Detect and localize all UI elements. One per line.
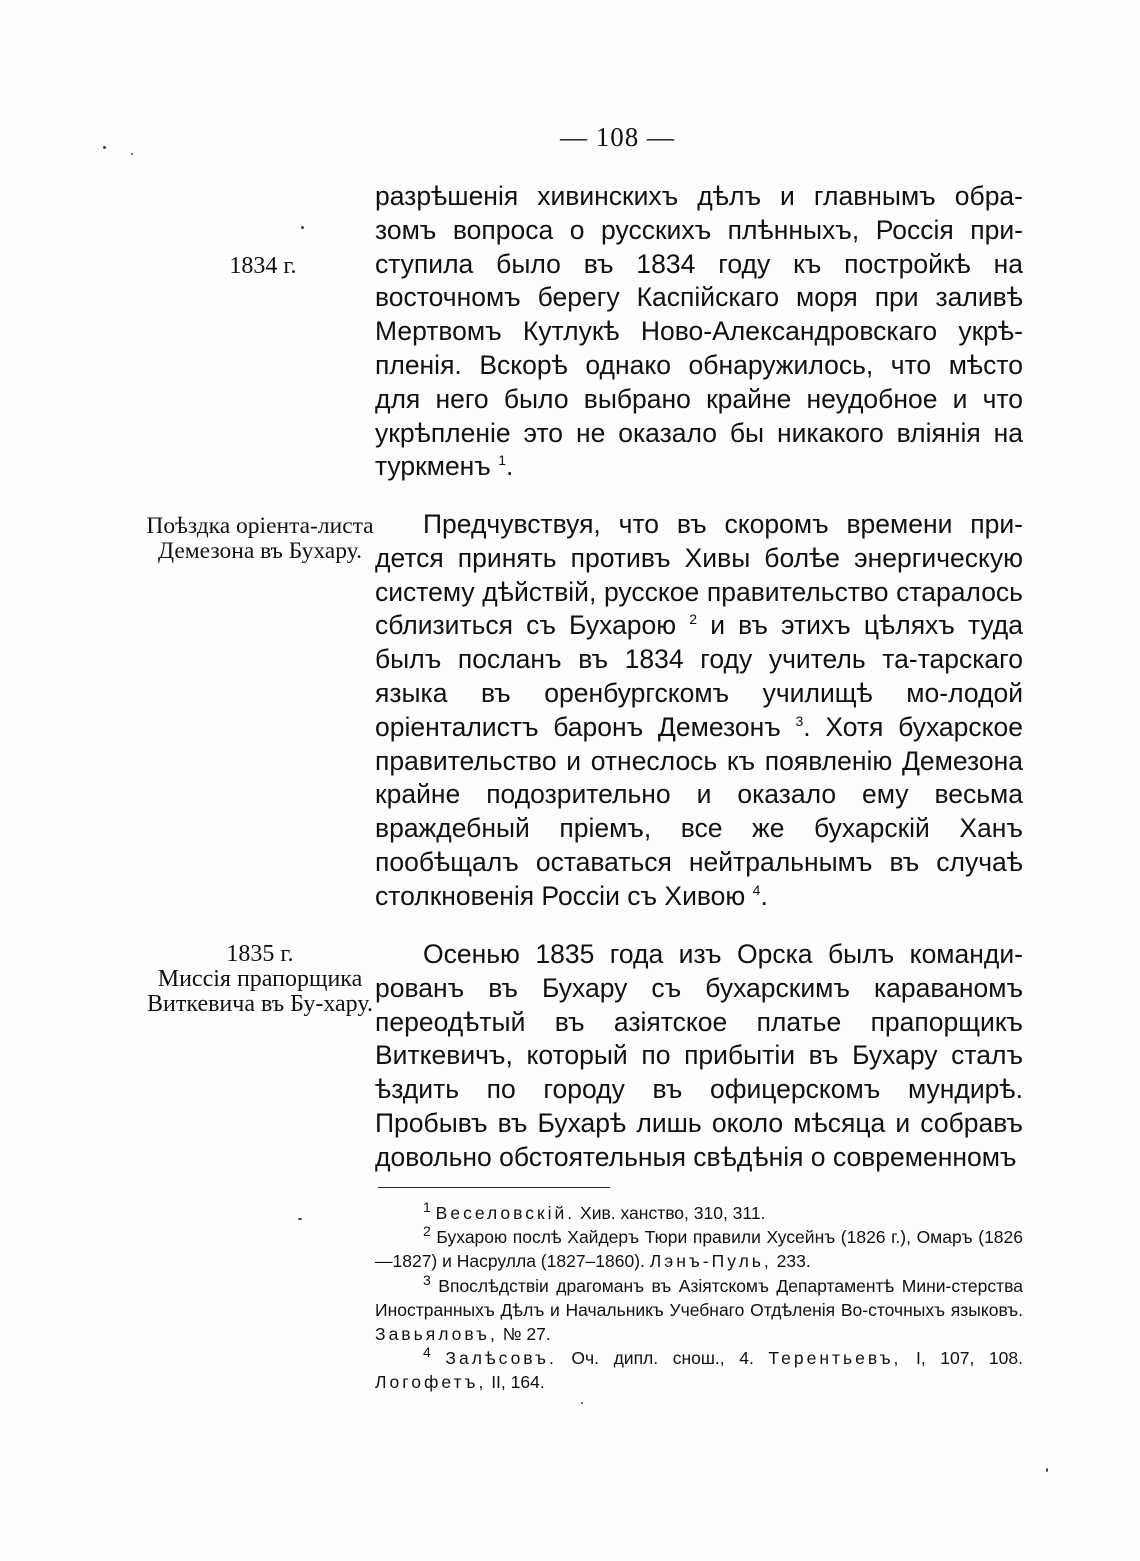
paragraph-1-end: . xyxy=(506,451,514,482)
footnote-1-text: Хив. ханство, 310, 311. xyxy=(575,1203,766,1223)
footnote-4-text-b: I, 107, 108. xyxy=(901,1348,1023,1369)
paragraph-2 xyxy=(375,508,1023,914)
footnote-ref-4: 4 xyxy=(752,881,761,898)
footnote-4-text-a: Оч. дипл. снош., 4. xyxy=(556,1348,769,1369)
footnote-ref-1: 1 xyxy=(498,452,507,469)
scan-speck xyxy=(131,153,133,155)
footnote-1-number: 1 xyxy=(423,1199,431,1216)
margin-note-year-1835: 1835 г. xyxy=(226,941,294,967)
footnote-3-author: Завьяловъ, xyxy=(375,1324,498,1345)
footnote-2-text-a: Бухарою послѣ Хайдеръ Тюри правили Хусейнъ (1826 г.), Омаръ (1826—1827) и Насрулла (1827–1860). xyxy=(375,1227,1023,1272)
footnote-2-author: Лэнъ-Пуль, xyxy=(649,1251,772,1272)
footnote-4-author-b: Терентьевъ, xyxy=(768,1348,902,1369)
footnote-1-author: Веселовскій. xyxy=(435,1203,576,1223)
paragraph-1-text: разрѣшенія хивинскихъ дѣлъ и главнымъ обра-зомъ вопроса о русскихъ плѣнныхъ, Россія при-ступила было въ 1834 году къ постройкѣ на восточномъ берегу Каспійскаго моря при заливѣ Мертвомъ Кутлукѣ Ново-Александровскаго укрѣ-пленія. Вскорѣ однако обнаружилось, что мѣсто для него было выбрано крайне неудобное и что укрѣпленіе это не оказало бы никакого вліянія на туркменъ xyxy=(375,181,1023,482)
footnote-4-author-a: Залѣсовъ. xyxy=(445,1348,557,1369)
footnote-4-text-c: II, 164. xyxy=(486,1372,545,1393)
scan-speck xyxy=(103,146,106,149)
footnote-3-text-b: № 27. xyxy=(497,1324,551,1345)
footnote-4-number: 4 xyxy=(423,1344,431,1361)
footnote-ref-3: 3 xyxy=(795,712,804,729)
footnote-3-text-a: Впослѣдствіи драгоманъ въ Азіятскомъ Департаментѣ Мини-стерства Иностранныхъ Дѣлъ и Начальникъ Учебнаго Отдѣленія Во-сточныхъ языковъ. xyxy=(375,1275,1023,1320)
scan-speck xyxy=(301,226,304,229)
footnote-2-text-b: 233. xyxy=(771,1251,811,1272)
footnotes xyxy=(375,1201,1023,1395)
paragraph-1 xyxy=(375,180,1023,484)
footnote-ref-2: 2 xyxy=(689,611,698,628)
page-number: — 108 — xyxy=(560,122,675,152)
footnote-3-number: 3 xyxy=(423,1271,431,1288)
margin-note-mission-title: Миссія прапорщика Виткевича въ Бу-хару. xyxy=(147,966,373,1017)
paragraph-2-text-a: Предчувствуя, что въ скоромъ времени при-дется принять противъ Хивы болѣе энергическую систему дѣйствій, русское правительство старалось сблизиться съ Бухарою xyxy=(375,509,1023,641)
paragraph-2-text-c: . Хотя бухарское правительство и отнеслось къ появленію Демезона крайне подозрительно и оказало ему весьма враждебный пріемъ, все же бухарскій Ханъ пообѣщалъ оставаться нейтральнымъ въ случаѣ столкновенія Россіи съ Хивою xyxy=(375,711,1023,911)
paragraph-3: Осенью 1835 года изъ Орска былъ команди-рованъ въ Бухару съ бухарскимъ караваномъ переодѣтый въ азіятское платье прапорщикъ Виткевичъ, который по прибытіи въ Бухару сталъ ѣздить по городу въ офицерскомъ мундирѣ. Пробывъ въ Бухарѣ лишь около мѣсяца и собравъ довольно обстоятельныя свѣдѣнія о современномъ xyxy=(375,939,1023,1172)
margin-note-demezon-trip: Поѣздка оріента-листа Демезона въ Бухару. xyxy=(146,513,374,564)
footnote-2 xyxy=(375,1225,1023,1273)
footnote-divider xyxy=(378,1187,610,1188)
footnote-4 xyxy=(375,1346,1023,1394)
scan-speck xyxy=(581,1402,583,1404)
paragraph-2-text-b: и въ этихъ цѣляхъ туда былъ посланъ въ 1834 году учитель та-тарскаго языка въ оренбургскомъ училищѣ мо-лодой оріенталистъ баронъ Демезонъ xyxy=(375,610,1023,742)
footnote-4-author-c: Логофетъ, xyxy=(375,1372,487,1393)
footnote-3 xyxy=(375,1271,1023,1347)
footnote-2-number: 2 xyxy=(423,1223,431,1240)
margin-note-vitkevich-mission xyxy=(145,942,375,1017)
footnote-1 xyxy=(375,1201,1023,1225)
margin-note-year-1834: 1834 г. xyxy=(229,253,297,279)
paragraph-2-end: . xyxy=(760,880,768,911)
scan-speck xyxy=(1046,1468,1048,1472)
scan-speck xyxy=(298,1218,302,1220)
